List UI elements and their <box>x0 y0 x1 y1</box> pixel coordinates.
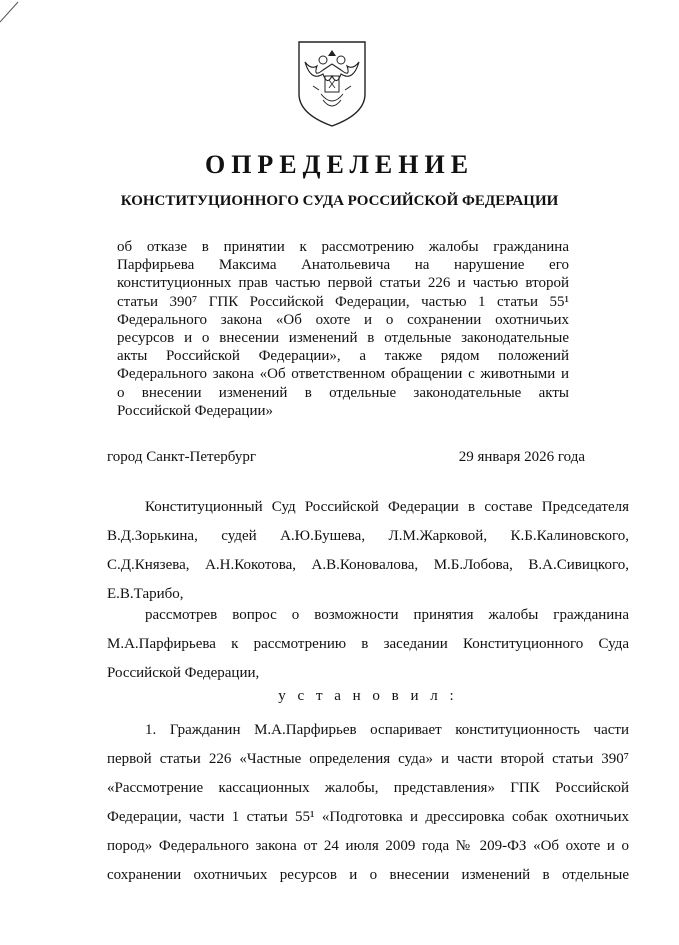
considered-paragraph <box>107 601 629 688</box>
body-line: В.Д.Зорькина, судей А.Ю.Бушева, Л.М.Жарковой, К.Б.Калиновского, <box>107 528 629 544</box>
subject-line: ресурсов и о внесении изменений в отдельные законодательные <box>117 330 569 347</box>
established-heading: у с т а н о в и л : <box>278 688 458 704</box>
body-line: сохранении охотничьих ресурсов и о внесении изменений в отдельные <box>107 867 629 883</box>
document-title: ОПРЕДЕЛЕНИЕ <box>204 150 475 179</box>
subject-line: акты Российской Федерации», а также рядом положений <box>117 348 569 365</box>
subject-line: Федерального закона «Об охоте и о сохранении охотничьих <box>117 311 569 328</box>
decision-subject <box>117 238 569 420</box>
subject-line: о внесении изменений в отдельные законодательные акты <box>117 384 569 401</box>
coat-of-arms-emblem <box>293 34 371 128</box>
body-line: пород» Федерального закона от 24 июля 2009 года № 209-ФЗ «Об охоте и о <box>107 838 629 854</box>
body-line: Федерации, части 1 статьи 55¹ «Подготовка и дрессировка собак охотничьих <box>107 809 629 825</box>
subject-line: статьи 390⁷ ГПК Российской Федерации, частью 1 статьи 55¹ <box>117 293 569 310</box>
subject-line: Парфирьева Максима Анатольевича на нарушение его <box>117 257 569 274</box>
body-line: М.А.Парфирьева к рассмотрению в заседании Конституционного Суда <box>107 636 629 652</box>
body-line: Конституционный Суд Российской Федерации в составе Председателя <box>145 499 629 515</box>
subject-line: Федерального закона «Об ответственном обращении с животными и <box>117 366 569 383</box>
body-line: Е.В.Тарибо, <box>107 586 184 602</box>
body-line: первой статьи 226 «Частные определения суда» и части второй статьи 390⁷ <box>107 751 629 767</box>
subject-line: Российской Федерации» <box>117 402 274 419</box>
subject-line: об отказе в принятии к рассмотрению жалобы гражданина <box>117 239 569 255</box>
date-of-issue: 29 января 2026 года <box>458 449 585 465</box>
body-line: 1. Гражданин М.А.Парфирьев оспаривает конституционность части <box>145 722 629 738</box>
body-line: С.Д.Князева, А.Н.Кокотова, А.В.Коновалова, М.Б.Лобова, В.А.Сивицкого, <box>107 557 629 573</box>
body-line: рассмотрев вопрос о возможности принятия жалобы гражданина <box>145 607 629 623</box>
court-composition <box>107 493 629 609</box>
scan-corner-mark <box>0 0 30 30</box>
subject-line: конституционных прав частью первой статьи 226 и частью второй <box>117 275 569 292</box>
body-line: Российской Федерации, <box>107 665 260 681</box>
body-line: «Рассмотрение кассационных жалобы, представления» ГПК Российской <box>107 780 629 796</box>
place-of-issue: город Санкт-Петербург <box>107 449 256 465</box>
court-name-subtitle: КОНСТИТУЦИОННОГО СУДА РОССИЙСКОЙ ФЕДЕРАЦИИ <box>120 193 559 209</box>
paragraph-1 <box>107 716 629 890</box>
